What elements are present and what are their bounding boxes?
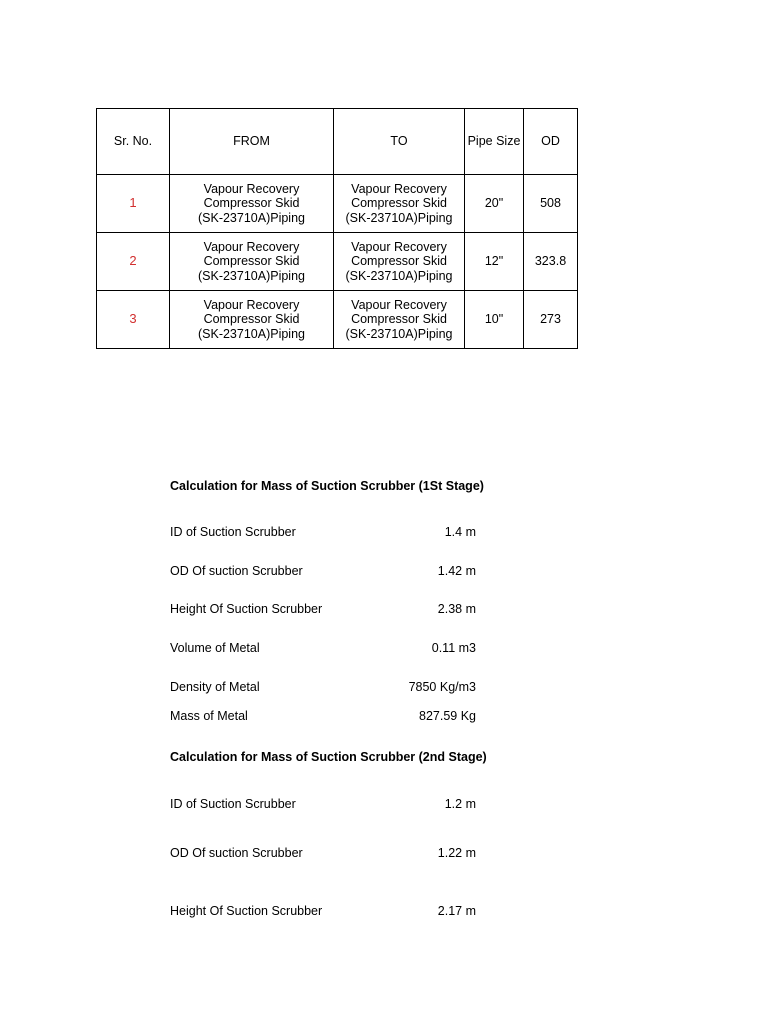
header-to: TO — [334, 109, 465, 175]
stage2-id-label: ID of Suction Scrubber — [170, 797, 296, 811]
to-line: Compressor Skid — [351, 196, 447, 211]
stage1-density-label: Density of Metal — [170, 680, 260, 694]
stage1-height-label: Height Of Suction Scrubber — [170, 602, 323, 616]
from-cell — [170, 175, 334, 233]
to-line: Compressor Skid — [351, 254, 447, 269]
stage2-od-value: 1.22 m — [437, 846, 476, 860]
od-cell: 508 — [524, 175, 578, 233]
stage1-id-label: ID of Suction Scrubber — [170, 525, 296, 539]
header-od: OD — [524, 109, 578, 175]
stage1-title: Calculation for Mass of Suction Scrubber (1St Stage) — [170, 479, 484, 493]
stage1-height-value: 2.38 m — [437, 602, 476, 616]
from-line: Vapour Recovery — [203, 239, 300, 254]
to-cell — [334, 175, 465, 233]
to-line: (SK-23710A)Piping — [345, 268, 453, 283]
to-line: Vapour Recovery — [351, 239, 447, 254]
from-line: Vapour Recovery — [203, 297, 300, 312]
to-line: (SK-23710A)Piping — [345, 326, 453, 341]
header-sr-no: Sr. No. — [97, 109, 170, 175]
header-pipe-size: Pipe Size — [465, 109, 524, 175]
stage1-mass-value: 827.59 Kg — [419, 709, 476, 723]
from-line: Compressor Skid — [203, 312, 300, 327]
table-header-row — [97, 109, 578, 175]
from-cell — [170, 291, 334, 349]
stage2-height-value: 2.17 m — [437, 904, 476, 918]
header-from: FROM — [170, 109, 334, 175]
stage1-id-value: 1.4 m — [444, 525, 476, 539]
from-line: Compressor Skid — [203, 196, 300, 211]
pipe-size-cell: 20" — [465, 175, 524, 233]
to-cell — [334, 291, 465, 349]
from-line: Compressor Skid — [203, 254, 300, 269]
to-line: Compressor Skid — [351, 312, 447, 327]
stage1-density-value: 7850 Kg/m3 — [408, 680, 476, 694]
stage2-od-label: OD Of suction Scrubber — [170, 846, 303, 860]
from-line: (SK-23710A)Piping — [197, 326, 305, 341]
table-row — [97, 233, 578, 291]
stage1-od-label: OD Of suction Scrubber — [170, 564, 303, 578]
stage1-volume-value: 0.11 m3 — [431, 641, 476, 655]
serial-number: 1 — [97, 175, 170, 233]
table-row — [97, 291, 578, 349]
pipe-table — [96, 108, 578, 349]
stage2-id-value: 1.2 m — [444, 797, 476, 811]
to-line: Vapour Recovery — [351, 297, 447, 312]
stage1-od-value: 1.42 m — [437, 564, 476, 578]
from-cell — [170, 233, 334, 291]
serial-number: 3 — [97, 291, 170, 349]
serial-number: 2 — [97, 233, 170, 291]
from-line: (SK-23710A)Piping — [197, 210, 305, 225]
to-line: Vapour Recovery — [351, 181, 447, 196]
to-line: (SK-23710A)Piping — [345, 210, 453, 225]
table-row — [97, 175, 578, 233]
to-cell — [334, 233, 465, 291]
stage1-volume-label: Volume of Metal — [170, 641, 260, 655]
od-cell: 273 — [524, 291, 578, 349]
stage2-title: Calculation for Mass of Suction Scrubber (2nd Stage) — [170, 750, 487, 764]
stage2-height-label: Height Of Suction Scrubber — [170, 904, 323, 918]
from-line: (SK-23710A)Piping — [197, 268, 305, 283]
stage1-mass-label: Mass of Metal — [170, 709, 248, 723]
od-cell: 323.8 — [524, 233, 578, 291]
pipe-size-cell: 10" — [465, 291, 524, 349]
pipe-size-cell: 12" — [465, 233, 524, 291]
from-line: Vapour Recovery — [203, 181, 300, 196]
